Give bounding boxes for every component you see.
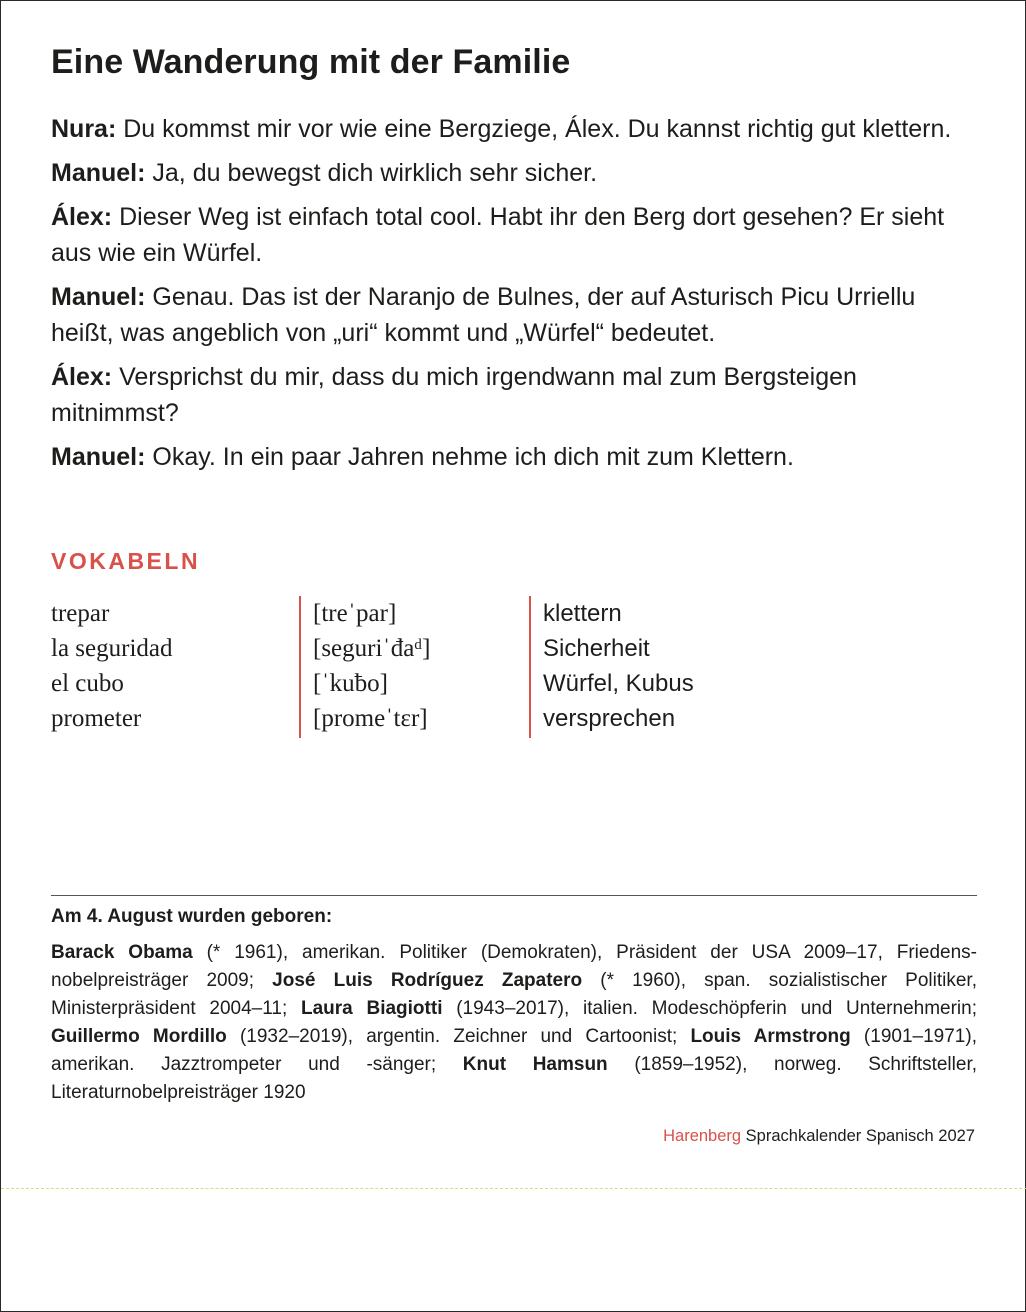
speaker-name: Nura: xyxy=(51,115,117,143)
vocab-word: la seguridad xyxy=(51,635,173,662)
vocab-word: prometer xyxy=(51,705,142,732)
births-paragraph xyxy=(51,939,977,1107)
vocab-meaning: klettern xyxy=(543,600,622,627)
dialogue-text: Dieser Weg ist einfach total cool. Habt ihr den Berg dort gesehen? Er sieht aus wie ein Würfel. xyxy=(51,203,945,267)
speaker-name: Manuel: xyxy=(51,283,146,311)
person-name: Laura Biagiotti xyxy=(301,998,443,1019)
dialogue-line xyxy=(51,359,981,431)
vocab-heading: VOKABELN xyxy=(51,548,201,574)
person-info: (1943–2017), italien. Modeschöpferin und Unternehmerin; xyxy=(442,998,977,1019)
vocab-meaning: Würfel, Kubus xyxy=(543,670,694,697)
vocab-pronunciation: [treˈpar] xyxy=(313,600,397,627)
dialogue-text: Okay. In ein paar Jahren nehme ich dich mit zum Klettern. xyxy=(152,443,794,471)
person-name: Barack Obama xyxy=(51,942,193,963)
footer xyxy=(663,1127,975,1146)
page-title: Eine Wanderung mit der Familie xyxy=(51,43,571,81)
vocab-table xyxy=(51,596,751,738)
vocab-pronunciation: [seguriˈđaᵈ] xyxy=(313,635,431,662)
person-info: (1859–1952), norweg. Schriftsteller, Literaturnobelpreisträger 1920 xyxy=(51,1054,978,1103)
dialogue-line xyxy=(51,155,981,191)
dialogue-text: Genau. Das ist der Naranjo de Bulnes, der auf Asturisch Picu Urriellu heißt, was angeblich von „uri“ kommt und „Würfel“ bedeutet. xyxy=(51,283,916,347)
dialogue-text: Versprichst du mir, dass du mich irgendwann mal zum Bergsteigen mitnimmst? xyxy=(51,363,857,427)
vocab-words-column xyxy=(51,596,291,738)
person-name: Louis Armstrong xyxy=(690,1026,851,1047)
person-info: (* 1961), amerikan. Politiker (Demokraten), Präsident der USA 2009–17, Friedensnobelpreisträger 2009; xyxy=(51,942,977,991)
dialogue xyxy=(51,111,981,483)
dialogue-line xyxy=(51,199,981,271)
person-name: José Luis Rodríguez Zapatero xyxy=(272,970,583,991)
section-divider xyxy=(51,895,977,896)
vocab-pronunciation: [promeˈtɛr] xyxy=(313,705,428,732)
dialogue-text: Du kommst mir vor wie eine Bergziege, Álex. Du kannst richtig gut klettern. xyxy=(123,115,952,143)
vocab-meaning-column xyxy=(529,596,769,738)
births-heading: Am 4. August wurden geboren: xyxy=(51,906,333,927)
dialogue-line xyxy=(51,111,981,147)
footer-text: Sprachkalender Spanisch 2027 xyxy=(741,1127,975,1145)
dialogue-line xyxy=(51,279,981,351)
vocab-word: trepar xyxy=(51,600,110,627)
person-info: (* 1960), span. sozialistischer Politiker, Ministerpräsident 2004–11; xyxy=(51,970,977,1019)
footer-brand: Harenberg xyxy=(663,1127,742,1145)
speaker-name: Álex: xyxy=(51,203,113,231)
speaker-name: Manuel: xyxy=(51,159,146,187)
person-name: Guillermo Mordillo xyxy=(51,1026,227,1047)
vocab-word: el cubo xyxy=(51,670,124,697)
vocab-pronunciation: [ˈkuƀo] xyxy=(313,670,388,697)
person-name: Knut Hamsun xyxy=(462,1054,608,1075)
vocab-meaning: versprechen xyxy=(543,705,676,732)
speaker-name: Manuel: xyxy=(51,443,146,471)
dialogue-text: Ja, du bewegst dich wirklich sehr sicher. xyxy=(152,159,598,187)
person-info: (1901–1971), amerikan. Jazztrompeter und -sänger; xyxy=(51,1026,977,1075)
dialogue-line xyxy=(51,439,981,475)
vocab-pronunciation-column xyxy=(299,596,524,738)
speaker-name: Álex: xyxy=(51,363,113,391)
person-info: (1932–2019), argentin. Zeichner und Cartoonist; xyxy=(226,1026,691,1047)
vocab-meaning: Sicherheit xyxy=(543,635,650,662)
perforation-line xyxy=(1,1188,1026,1189)
